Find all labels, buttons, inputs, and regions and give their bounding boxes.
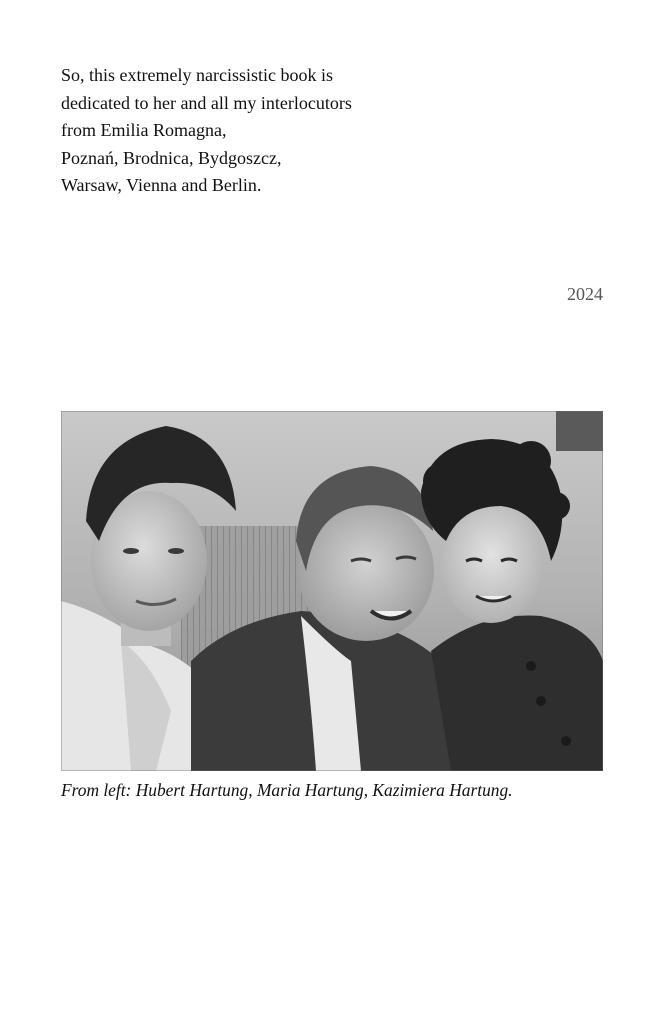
dedication-line: Poznań, Brodnica, Bydgoszcz, (61, 147, 282, 168)
year-label: 2024 (567, 284, 603, 304)
dedication-line: from Emilia Romagna, (61, 120, 227, 141)
dedication-line: So, this extremely narcissistic book is (61, 65, 333, 85)
dedication-text (61, 62, 621, 200)
photo-caption: From left: Hubert Hartung, Maria Hartung, Kazimiera Hartung. (61, 780, 513, 800)
dedication-line: Warsaw, Vienna and Berlin. (61, 175, 262, 196)
dedication-line: dedicated to her and all my interlocutors (61, 92, 352, 113)
family-photograph (61, 411, 603, 771)
photograph-illustration (61, 411, 603, 771)
